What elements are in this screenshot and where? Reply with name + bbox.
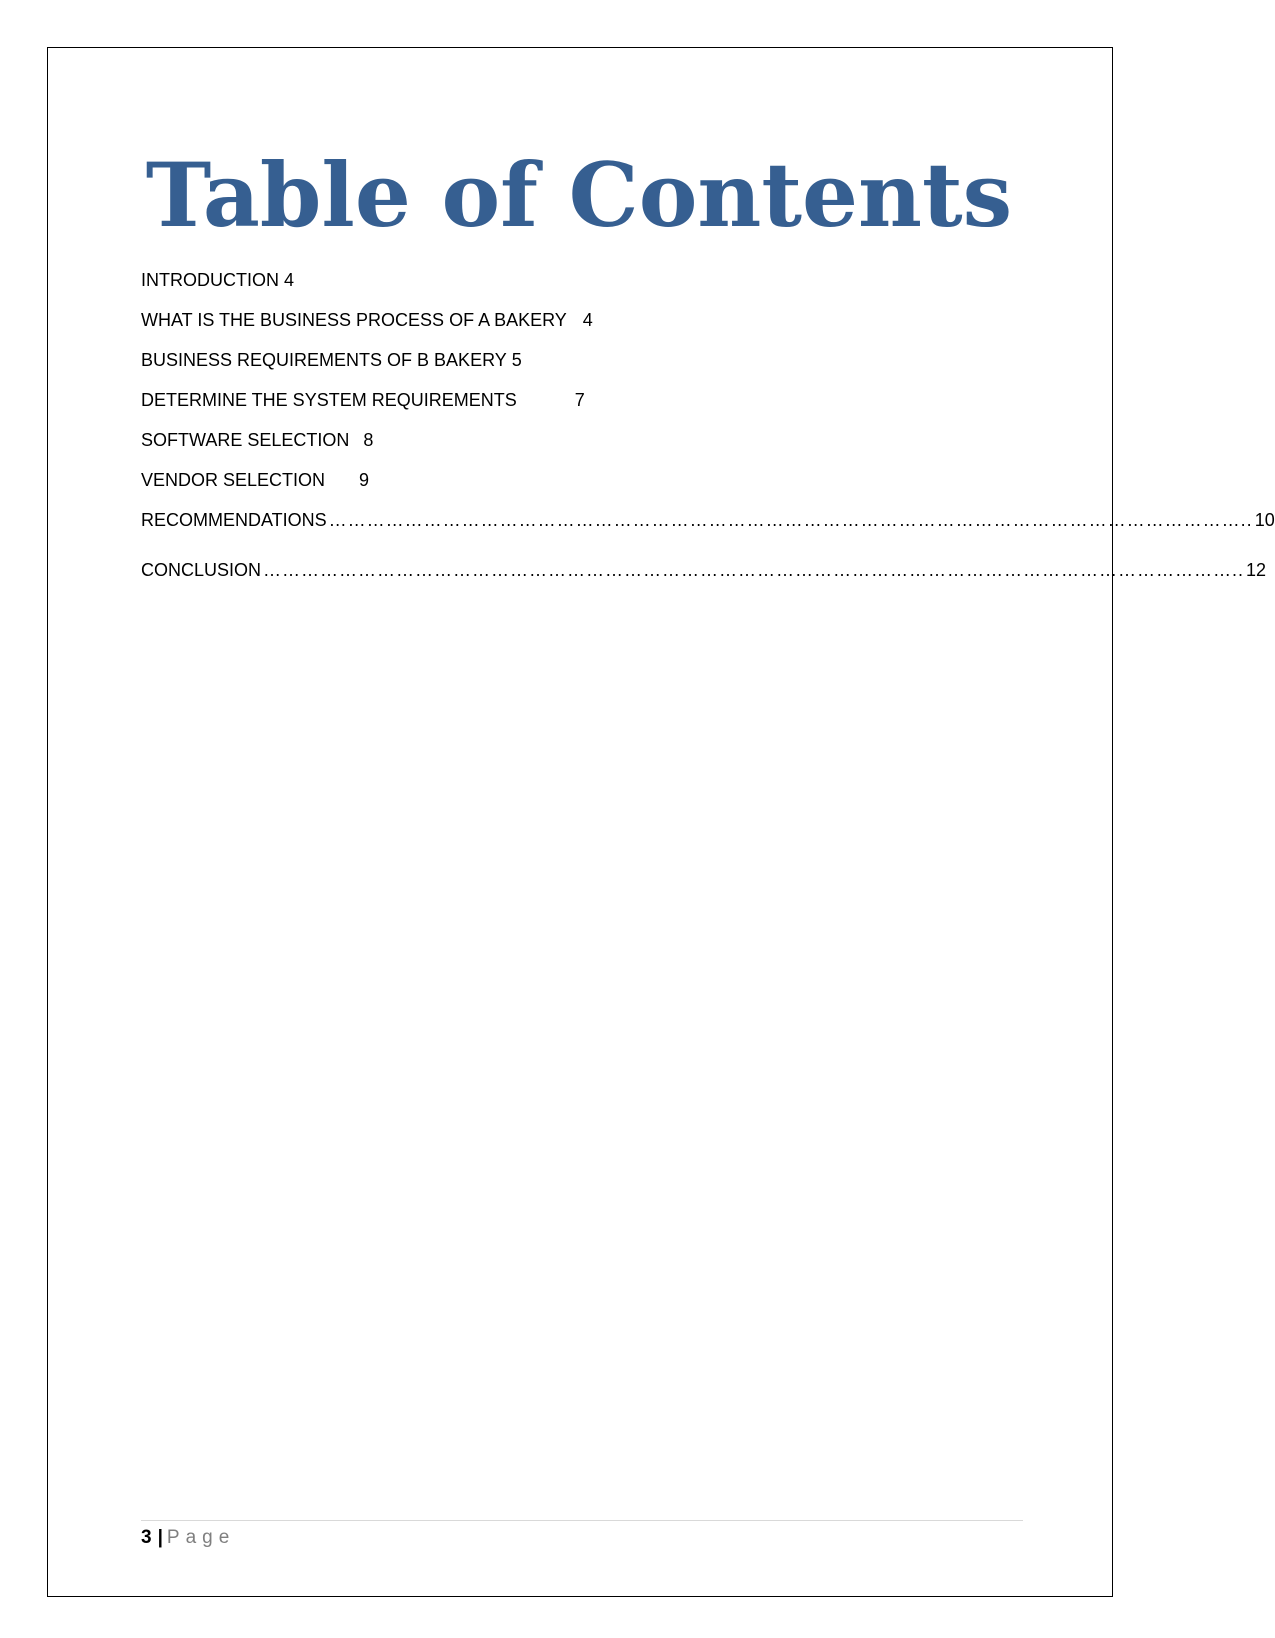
toc-entry-label: DETERMINE THE SYSTEM REQUIREMENTS (141, 390, 517, 410)
toc-leader-dots: ……………………………………………………………………………………………………………………………….. (328, 510, 1253, 530)
toc-entry-label: RECOMMENDATIONS (141, 510, 327, 530)
toc-entry-page: 9 (359, 470, 370, 490)
toc-entry-label: INTRODUCTION (141, 270, 279, 290)
footer-page-word: Page (166, 1527, 236, 1548)
toc-entry-page: 12 (1246, 560, 1267, 580)
toc-entry-label: SOFTWARE SELECTION (141, 430, 350, 450)
footer-divider (141, 1520, 1023, 1521)
footer-page-number: 3 (141, 1527, 152, 1548)
toc-entry-label: WHAT IS THE BUSINESS PROCESS OF A BAKERY (141, 310, 567, 330)
toc-entry-page: 5 (511, 350, 522, 370)
toc-leader-dots: ……………………………………………………………………………………………………………………………………….. (263, 560, 1245, 580)
toc-entry-page: 7 (574, 390, 585, 410)
toc-entry-label: CONCLUSION (141, 560, 262, 580)
toc-title: Table of Contents (145, 143, 1013, 247)
page-footer (141, 1526, 235, 1550)
toc-entry-system-requirements[interactable] (141, 388, 585, 412)
toc-entry-recommendations[interactable] (141, 508, 1275, 532)
footer-separator: | (157, 1527, 163, 1548)
toc-entry-page: 4 (284, 270, 295, 290)
toc-entry-business-requirements[interactable] (141, 348, 522, 372)
toc-entry-page: 8 (363, 430, 374, 450)
toc-entry-label: VENDOR SELECTION (141, 470, 326, 490)
toc-entry-conclusion[interactable] (141, 558, 1267, 582)
toc-entry-page: 10 (1254, 510, 1275, 530)
toc-entry-business-process[interactable] (141, 308, 593, 332)
toc-entry-label: BUSINESS REQUIREMENTS OF B BAKERY (141, 350, 507, 370)
toc-entry-page: 4 (582, 310, 593, 330)
toc-entry-vendor-selection[interactable] (141, 468, 369, 492)
toc-entry-software-selection[interactable] (141, 428, 373, 452)
toc-entry-introduction[interactable] (141, 268, 294, 292)
